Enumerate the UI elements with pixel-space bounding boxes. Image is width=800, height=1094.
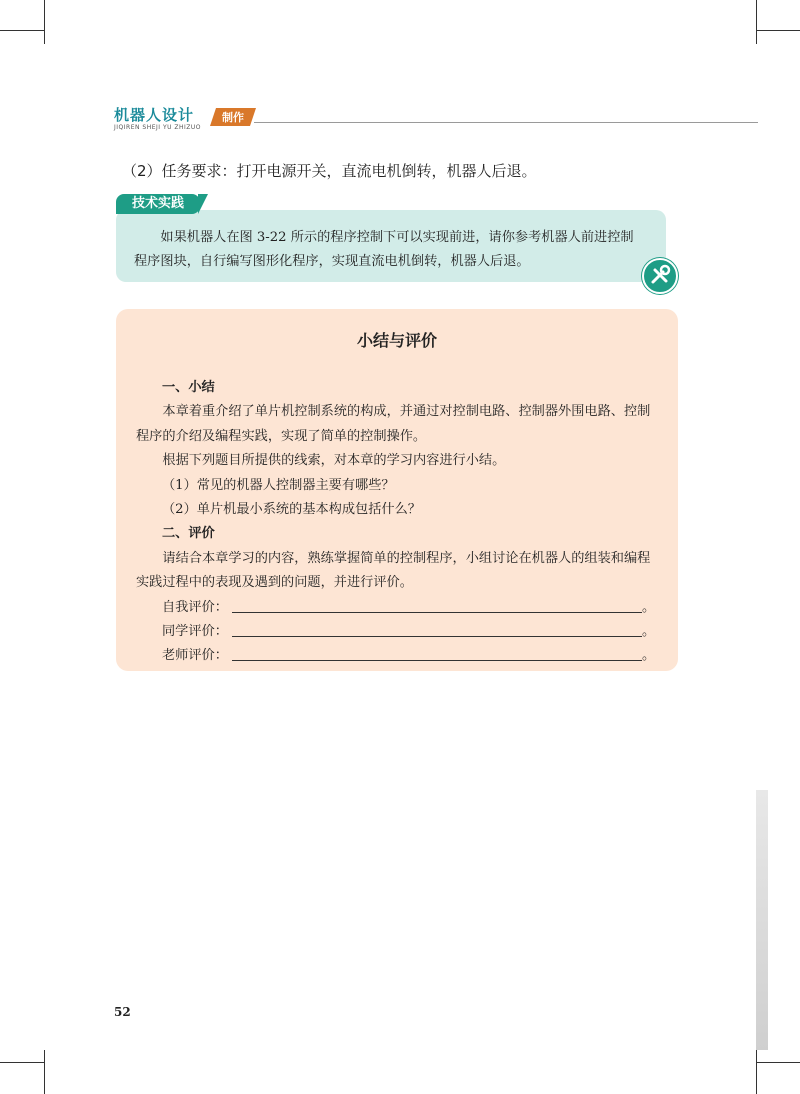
edge-decoration [756, 790, 768, 1050]
teacher-evaluation-label: 老师评价： [162, 648, 228, 664]
crop-mark [44, 0, 45, 44]
page-number: 52 [114, 1005, 131, 1019]
end-mark: 。 [641, 624, 656, 640]
summary-question-1: （1）常见的机器人控制器主要有哪些？ [162, 477, 395, 493]
summary-body [136, 376, 658, 669]
summary-paragraph-1: 本章着重介绍了单片机控制系统的构成，并通过对控制电路、控制器外围电路、控制程序的介绍及编程实践，实现了简单的控制操作。 [136, 404, 651, 444]
task-requirement: （2）任务要求：打开电源开关，直流电机倒转，机器人后退。 [122, 162, 537, 180]
header-rule [254, 122, 758, 123]
summary-question-2: （2）单片机最小系统的基本构成包括什么？ [162, 502, 421, 518]
self-evaluation-row [136, 596, 658, 620]
self-evaluation-label: 自我评价： [162, 599, 228, 615]
header-title: 机器人设计 [114, 106, 195, 124]
tech-practice-label: 技术实践 [116, 194, 200, 214]
peer-evaluation-row [136, 620, 658, 644]
crop-mark [756, 1050, 757, 1094]
crop-mark [0, 1062, 44, 1063]
crop-mark [0, 30, 44, 31]
header-subtitle: JIQIREN SHEJI YU ZHIZUO [114, 124, 202, 131]
crop-mark [756, 0, 757, 44]
teacher-evaluation-row [136, 644, 658, 668]
crop-mark [756, 30, 800, 31]
header-badge: 制作 [222, 111, 244, 124]
summary-title: 小结与评价 [356, 331, 437, 350]
summary-heading-2: 二、评价 [162, 526, 215, 542]
running-header [114, 100, 758, 140]
summary-heading-1: 一、小结 [162, 380, 215, 395]
tools-icon [642, 258, 678, 294]
crop-mark [44, 1050, 45, 1094]
summary-paragraph-3: 请结合本章学习的内容，熟练掌握简单的控制程序，小组讨论在机器人的组装和编程实践过程中的表现及遇到的问题，并进行评价。 [136, 550, 651, 591]
crop-mark [756, 1062, 800, 1063]
teacher-evaluation-blank[interactable] [232, 646, 642, 661]
peer-evaluation-label: 同学评价： [162, 624, 228, 640]
tools-icon-glyph [644, 260, 676, 292]
end-mark: 。 [641, 599, 656, 615]
summary-paragraph-2: 根据下列题目所提供的线索，对本章的学习内容进行小结。 [162, 453, 506, 469]
peer-evaluation-blank[interactable] [232, 622, 642, 637]
self-evaluation-blank[interactable] [232, 598, 642, 613]
tech-practice-text: 如果机器人在图 3-22 所示的程序控制下可以实现前进，请你参考机器人前进控制程序图块，自行编写图形化程序，实现直流电机倒转，机器人后退。 [134, 230, 634, 269]
end-mark: 。 [641, 648, 656, 664]
